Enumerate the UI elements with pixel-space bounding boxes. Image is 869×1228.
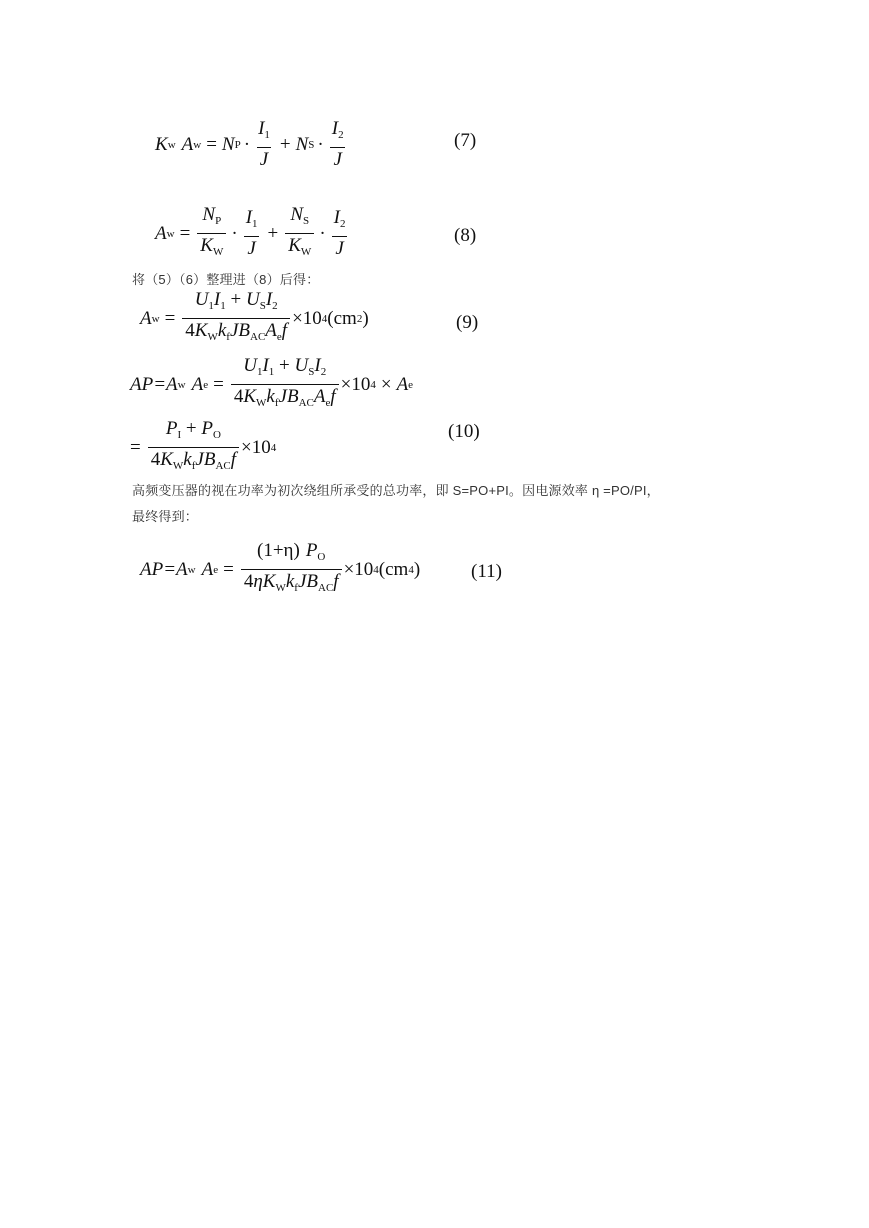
equation-11-number: (11) — [471, 561, 502, 582]
ap-label-10: AP= — [130, 373, 167, 395]
paragraph-line-2: 高频变压器的视在功率为初次绕组所承受的总功率，即 S=PO+PI。因电源效率 η =PO/PI， — [132, 483, 660, 498]
equation-8: A w = $\frac{N_P}{K_W}$ · $\frac{I_1}{J}$ + $\frac{N_S}{K_W}$ · $\frac{I_2}{J}$ — [155, 204, 350, 263]
times-ten-10b: ×10 — [241, 436, 271, 458]
equation-10-line-1: AP= A w A e = $\frac{U_1I_1 + U_SI_2}{4K_Wk_fJB_{AC}A_ef}$ ×10 4 × A e — [130, 355, 413, 414]
equation-9: A w = $\frac{U_1I_1 + U_SI_2}{4K_Wk_fJB_{AC}A_ef}$ ×10 4 (cm 2 ) — [140, 289, 369, 348]
equation-10-number: (10) — [448, 421, 480, 442]
times-ten-11: ×10 — [343, 558, 374, 580]
equation-11: AP= A w A e = $\frac{(1+\eta) P_O}{4\eta K_Wk_fJB_{AC}f}$ ×10 4 (cm 4 ) — [140, 540, 420, 599]
times-ten-10a: ×10 — [340, 373, 371, 395]
equation-7-number: (7) — [454, 130, 477, 151]
one-plus-eta: (1+η) — [257, 540, 300, 561]
ap-label-11: AP= — [140, 558, 177, 580]
equation-8-number: (8) — [454, 225, 477, 246]
equation-7: K w A w = N P · $\frac{I_1}{J}$ + N S · $\frac{I_2}{J}$ — [155, 118, 344, 170]
paragraph-line-3: 最终得到： — [132, 509, 199, 524]
paragraph-line-1: 将（5）（6）整理进（8）后得： — [132, 272, 320, 287]
times-ten-9: ×10 — [292, 307, 322, 329]
unit-cm2: (cm — [327, 307, 357, 329]
equation-10-line-2: = $\frac{P_I + P_O}{4K_Wk_fJB_{AC}f}$ ×10 4 — [130, 418, 276, 477]
unit-cm4: (cm — [378, 558, 409, 580]
equation-9-number: (9) — [456, 312, 479, 333]
